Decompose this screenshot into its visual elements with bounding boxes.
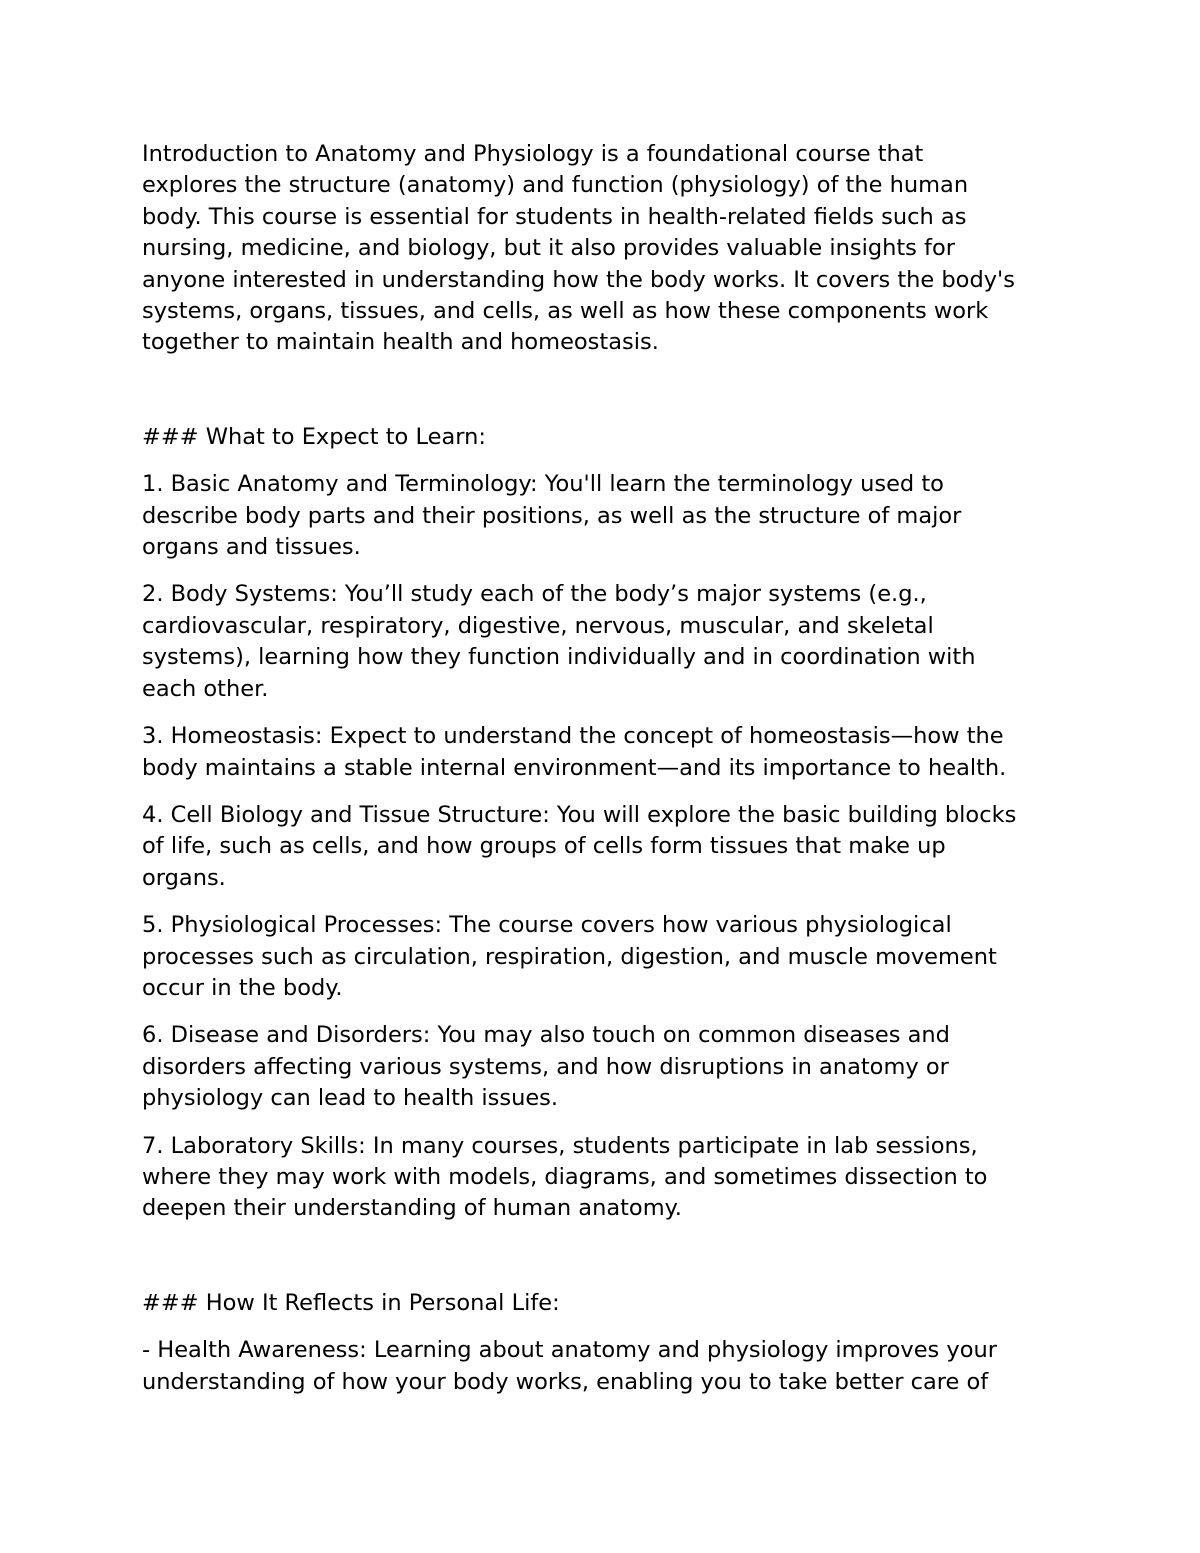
spacer bbox=[142, 453, 1072, 469]
section-heading-personal-life: ### How It Reflects in Personal Life: bbox=[142, 1289, 560, 1316]
list-item-6: 6. Disease and Disorders: You may also touch on common diseases and disorders affecting various systems, and how disruptions in anatomy or physiology can lead to health issues. bbox=[142, 1022, 950, 1112]
intro-paragraph: Introduction to Anatomy and Physiology is a foundational course that explores the structure (anatomy) and function (physiology) of the human body. This course is essential for students in health-related fields such as nursing, medicine, and biology, but it also provides valuable insights for anyone interested in understanding how the body works. It covers the body's systems, organs, tissues, and cells, as well as how these components work together to maintain health and homeostasis. bbox=[142, 141, 1015, 356]
spacer bbox=[142, 894, 1072, 910]
spacer bbox=[142, 705, 1072, 721]
spacer bbox=[142, 1115, 1072, 1131]
bullet-item-health-awareness: - Health Awareness: Learning about anatomy and physiology improves your understanding of how your body works, enabling you to take better care of bbox=[142, 1337, 998, 1395]
spacer bbox=[142, 359, 1072, 422]
document-body bbox=[142, 139, 1072, 1398]
list-item-5: 5. Physiological Processes: The course covers how various physiological processes such as circulation, respiration, digestion, and muscle movement occur in the body. bbox=[142, 912, 997, 1001]
list-item-7: 7. Laboratory Skills: In many courses, students participate in lab sessions, where they may work with models, diagrams, and sometimes dissection to deepen their understanding of human anatomy. bbox=[142, 1132, 988, 1222]
list-item-2: 2. Body Systems: You’ll study each of the body’s major systems (e.g., cardiovascular, respiratory, digestive, nervous, muscular, and skeletal systems), learning how they function individually and in coordination with each other. bbox=[142, 581, 976, 702]
list-item-4: 4. Cell Biology and Tissue Structure: You will explore the basic building blocks of life, such as cells, and how groups of cells form tissues that make up organs. bbox=[142, 801, 1017, 891]
section-heading-what-to-expect: ### What to Expect to Learn: bbox=[142, 423, 486, 450]
spacer bbox=[142, 1225, 1072, 1288]
spacer bbox=[142, 563, 1072, 579]
spacer bbox=[142, 784, 1072, 800]
list-item-1: 1. Basic Anatomy and Terminology: You'll learn the terminology used to describe body parts and their positions, as well as the structure of major organs and tissues. bbox=[142, 471, 962, 561]
spacer bbox=[142, 1004, 1072, 1020]
spacer bbox=[142, 1319, 1072, 1335]
list-item-3: 3. Homeostasis: Expect to understand the concept of homeostasis—how the body maintains a stable internal environment—and its importance to health. bbox=[142, 723, 1007, 781]
